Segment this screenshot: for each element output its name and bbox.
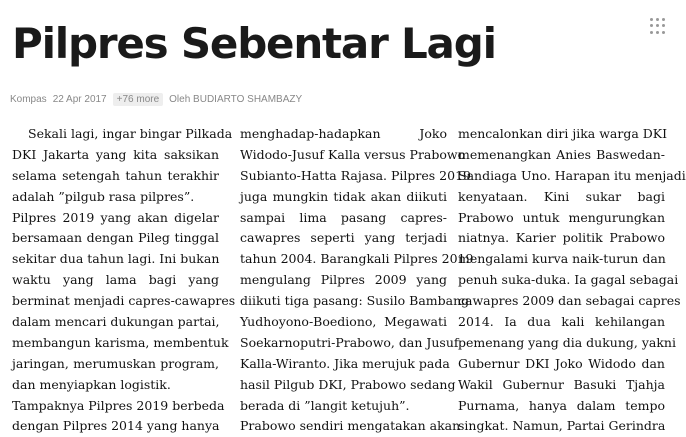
author-byline: Oleh BUDIARTO SHAMBAZY	[169, 93, 303, 105]
article-line: mengalami kurva naik-turun dan	[458, 251, 666, 267]
source-name: Kompas	[10, 93, 47, 105]
grid-dot	[662, 31, 665, 34]
article-line: Prabowo sendiri mengatakan akan	[240, 418, 461, 434]
article-line: Prabowo untuk mengurungkan	[458, 209, 665, 225]
article-line: mencalonkan diri jika warga DKI	[458, 126, 668, 141]
article-line: cawapres 2009 dan sebagai capres	[458, 293, 681, 309]
grid-dot	[650, 24, 653, 27]
article-line: cawapres seperti yang terjadi	[240, 230, 447, 246]
article-line: bersamaan dengan Pileg tinggal	[12, 230, 219, 246]
article-line: Widodo-Jusuf Kalla versus Prabowo	[240, 146, 466, 162]
article-line: diikuti tiga pasang: Susilo Bambang	[240, 293, 470, 309]
more-sources-badge[interactable]: +76 more	[113, 93, 164, 106]
article-line: pemenang yang dia dukung, yakni	[458, 334, 676, 350]
article-line: menghadap-hadapkan Joko	[240, 126, 447, 141]
article-line: Sandiaga Uno. Harapan itu menjadi	[458, 167, 686, 183]
article-line: Subianto-Hatta Rajasa. Pilpres 2019	[240, 167, 471, 183]
article-line: berada di ”langit ketujuh”.	[240, 397, 410, 413]
article-line: Soekarnoputri-Prabowo, dan Jusuf	[240, 334, 459, 350]
article-meta	[10, 91, 302, 107]
article-line: tahun 2004. Barangkali Pilpres 2019	[240, 251, 474, 267]
article-line: Tampaknya Pilpres 2019 berbeda	[12, 397, 225, 413]
grid-dot	[650, 31, 653, 34]
grid-dots-icon[interactable]	[650, 18, 666, 34]
article-line: juga mungkin tidak akan diikuti	[240, 188, 447, 204]
article-column-2	[240, 124, 474, 437]
article-line: adalah ”pilgub rasa pilpres”.	[12, 188, 195, 204]
grid-dot	[650, 18, 653, 21]
article-line: penuh suka-duka. Ia gagal sebagai	[458, 272, 679, 288]
grid-dot	[656, 24, 659, 27]
article-column-1	[12, 124, 236, 437]
article-line: jaringan, merumuskan program,	[12, 355, 219, 371]
article-line: selama setengah tahun terakhir	[12, 167, 219, 183]
article-line: sampai lima pasang capres-	[240, 209, 447, 225]
grid-dot	[662, 18, 665, 21]
article-line: dalam mencari dukungan partai,	[12, 314, 220, 330]
article-title: Pilpres Sebentar Lagi	[12, 19, 496, 68]
article-line: Yudhoyono-Boediono, Megawati	[240, 314, 447, 330]
article-line: Purnama, hanya dalam tempo	[458, 397, 665, 413]
article-line: dan menyiapkan logistik.	[12, 376, 171, 392]
grid-dot	[656, 18, 659, 21]
article-line: hasil Pilgub DKI, Prabowo sedang	[240, 376, 456, 392]
grid-dot	[656, 31, 659, 34]
article-line: waktu yang lama bagi yang	[12, 272, 219, 288]
article-line: dengan Pilpres 2014 yang hanya	[12, 418, 220, 434]
article-line: memenangkan Anies Baswedan-	[458, 146, 665, 162]
article-line: kenyataan. Kini sukar bagi	[458, 188, 665, 204]
article-line: Pilpres 2019 yang akan digelar	[12, 209, 219, 225]
article-line: Sekali lagi, ingar bingar Pilkada	[28, 126, 233, 141]
article-line: mengulang Pilpres 2009 yang	[240, 272, 447, 288]
grid-dot	[662, 24, 665, 27]
article-line: 2014. Ia dua kali kehilangan	[458, 314, 665, 330]
article-column-3	[458, 124, 686, 437]
article-line: membangun karisma, membentuk	[12, 334, 229, 350]
publish-date: 22 Apr 2017	[52, 93, 107, 105]
article-line: singkat. Namun, Partai Gerindra	[458, 418, 666, 434]
article-line: sekitar dua tahun lagi. Ini bukan	[12, 251, 220, 267]
article-line: niatnya. Karier politik Prabowo	[458, 230, 665, 246]
article-line: Gubernur DKI Joko Widodo dan	[458, 355, 665, 371]
article-line: berminat menjadi capres-cawapres	[12, 293, 236, 309]
article-line: DKI Jakarta yang kita saksikan	[12, 146, 219, 162]
article-line: Wakil Gubernur Basuki Tjahja	[458, 376, 665, 392]
article-line: Kalla-Wiranto. Jika merujuk pada	[240, 355, 450, 371]
